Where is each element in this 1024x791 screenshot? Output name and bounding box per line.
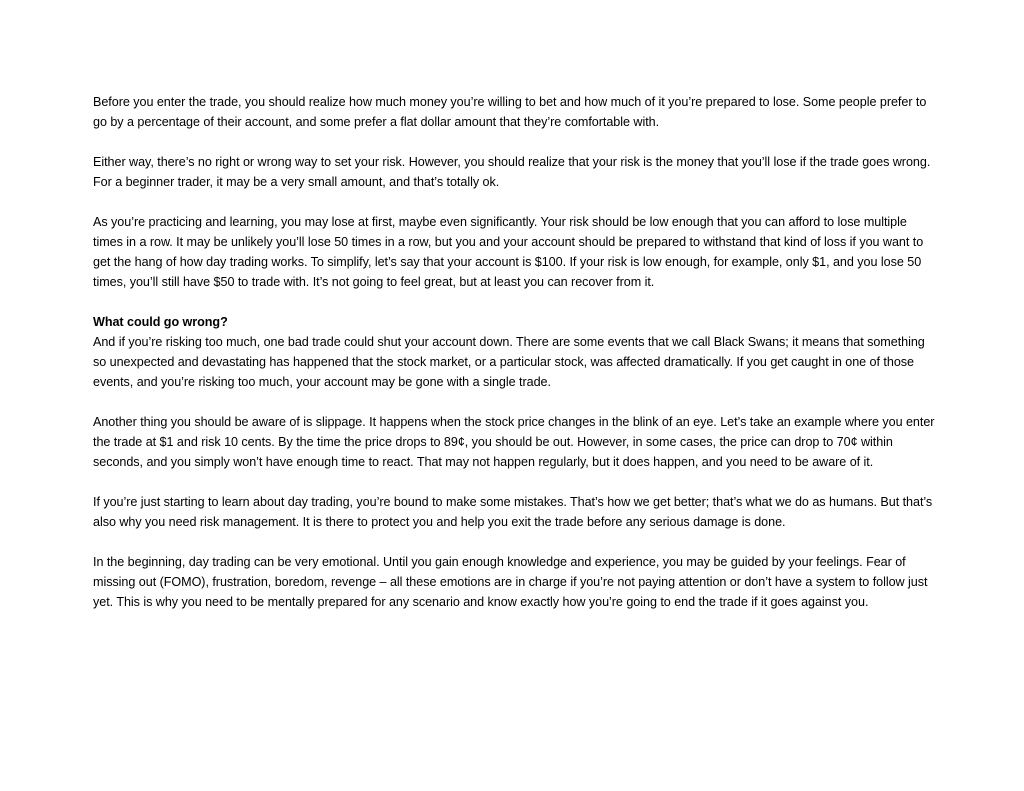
paragraph-risk-amount: Before you enter the trade, you should realize how much money you’re willing to bet and how much of it you’re prepared to lose. Some people prefer to go by a percentage of their account, and some prefer a flat dollar amount that they’re comfortable with. xyxy=(93,95,927,129)
section-heading: What could go wrong? xyxy=(93,315,228,329)
paragraph-mistakes: If you’re just starting to learn about day trading, you’re bound to make some mistakes. That’s how we get better; that’s what we do as humans. But that’s also why you need risk management. It is there to protect you and help you exit the trade before any serious damage is done. xyxy=(93,495,933,529)
paragraph-emotional: In the beginning, day trading can be very emotional. Until you gain enough knowledge and experience, you may be guided by your feelings. Fear of missing out (FOMO), frustration, boredom, revenge – all these emotions are in charge if you’re not paying attention or don’t have a system to follow just yet. This is why you need to be mentally prepared for any scenario and know exactly how you’re going to end the trade if it goes against you. xyxy=(93,555,928,609)
paragraph-slippage: Another thing you should be aware of is slippage. It happens when the stock price changes in the blink of an eye. Let’s take an example where you enter the trade at $1 and risk 10 cents. By the time the price drops to 89¢, you should be out. However, in some cases, the price can drop to 70¢ within seconds, and you simply won’t have enough time to react. That may not happen regularly, but it does happen, and you need to be aware of it. xyxy=(93,415,935,469)
paragraph-set-risk: Either way, there’s no right or wrong way to set your risk. However, you should realize that your risk is the money that you’ll lose if the trade goes wrong. For a beginner trader, it may be a very small amount, and that’s totally ok. xyxy=(93,155,931,189)
paragraph-risking-too-much: And if you’re risking too much, one bad trade could shut your account down. There are some events that we call Black Swans; it means that something so unexpected and devastating has happened that the stock market, or a particular stock, was affected dramatically. If you get caught in one of those events, and you’re risking too much, your account may be gone with a single trade. xyxy=(93,335,925,389)
paragraph-practicing: As you’re practicing and learning, you may lose at first, maybe even significantly. Your risk should be low enough that you can afford to lose multiple times in a row. It may be unlikely you’ll lose 50 times in a row, but you and your account should be prepared to withstand that kind of loss if you want to get the hang of how day trading works. To simplify, let’s say that your account is $100. If your risk is low enough, for example, only $1, and you lose 50 times, you’ll still have $50 to trade with. It’s not going to feel great, but at least you can recover from it. xyxy=(93,215,924,289)
document-body xyxy=(93,92,938,632)
